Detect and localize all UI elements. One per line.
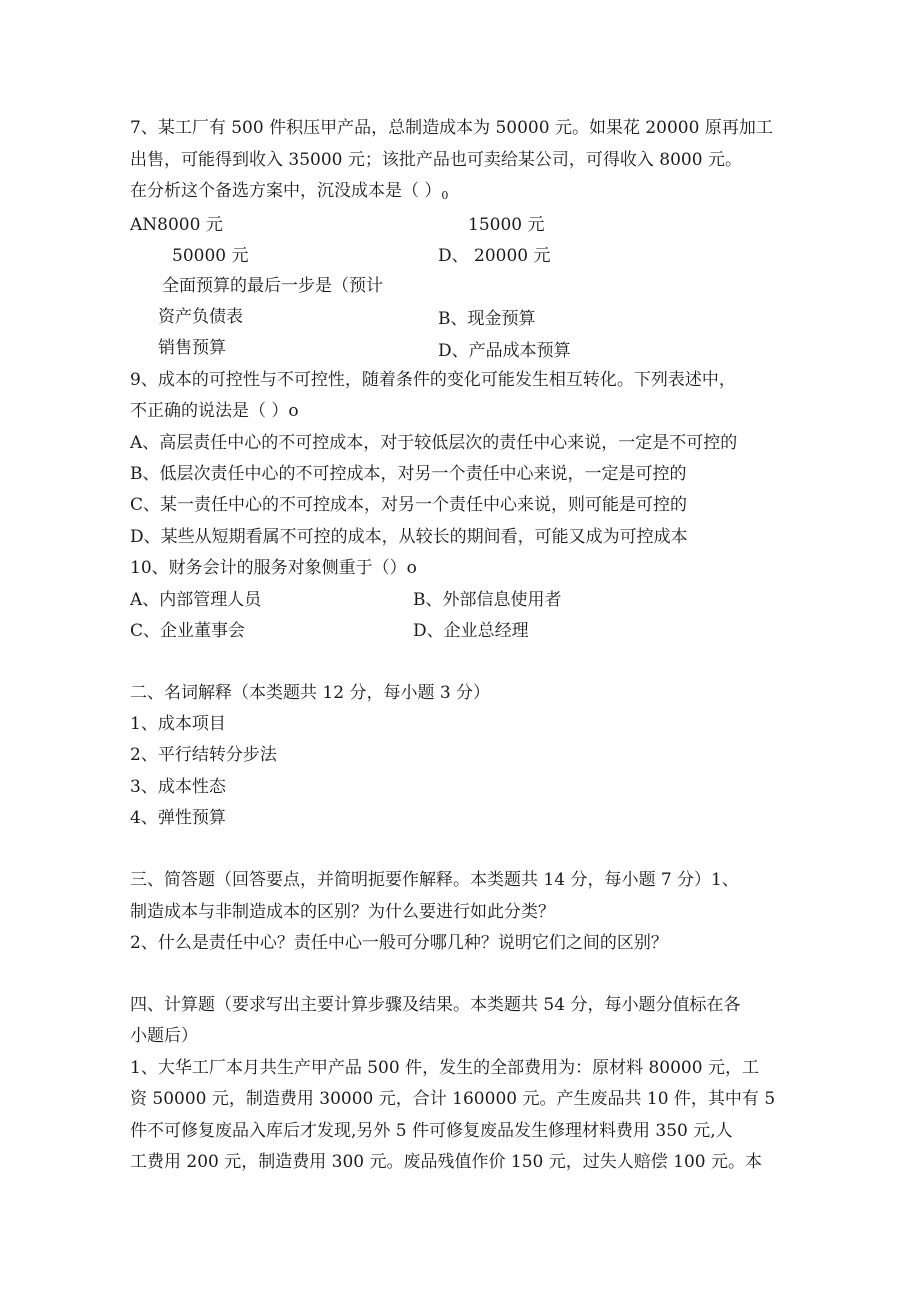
section-4-line-1: 四、计算题（要求写出主要计算步骤及结果。本类题共 54 分，每小题分值标在各 bbox=[130, 995, 741, 1015]
section-4-paragraph-line: 工费用 200 元，制造费用 300 元。废品残值作价 150 元，过失人赔偿 100 元。本 bbox=[130, 1152, 763, 1172]
q10-option-d: D、企业总经理 bbox=[413, 621, 529, 641]
q9-line-2: 不正确的说法是（ ）o bbox=[130, 401, 299, 421]
q9-option-d: D、某些从短期看属不可控的成本，从较长的期间看，可能又成为可控成本 bbox=[130, 527, 688, 547]
q7-option-a: AN8000 元 bbox=[130, 215, 223, 235]
section-2-item: 1、成本项目 bbox=[130, 714, 226, 734]
section-4-line-2: 小题后） bbox=[130, 1026, 198, 1046]
section-3-line-3: 2、什么是责任中心？责任中心一般可分哪几种？说明它们之间的区别？ bbox=[130, 933, 668, 953]
q7-option-c: 50000 元 bbox=[172, 246, 249, 266]
section-2-title: 二、名词解释（本类题共 12 分，每小题 3 分） bbox=[130, 683, 491, 703]
q10-option-a: A、内部管理人员 bbox=[130, 590, 262, 610]
section-4-paragraph-line: 件不可修复废品入库后才发现,另外 5 件可修复废品发生修理材料费用 350 元,人 bbox=[130, 1121, 733, 1141]
section-3-line-2: 制造成本与非制造成本的区别？为什么要进行如此分类？ bbox=[130, 902, 555, 922]
section-4-paragraph-line: 资 50000 元，制造费用 30000 元，合计 160000 元。产生废品共 10 件，其中有 5 bbox=[130, 1089, 776, 1109]
section-4-paragraph-line: 1、大华工厂本月共生产甲产品 500 件，发生的全部费用为：原材料 80000 元，工 bbox=[130, 1058, 759, 1078]
section-3-line-1: 三、简答题（回答要点，并简明扼要作解释。本类题共 14 分，每小题 7 分）1、 bbox=[130, 870, 739, 890]
q9-option-c: C、某一责任中心的不可控成本，对另一个责任中心来说，则可能是可控的 bbox=[130, 495, 688, 515]
section-2-item: 4、弹性预算 bbox=[130, 808, 226, 828]
section-2-item: 2、平行结转分步法 bbox=[130, 745, 277, 765]
q10-option-c: C、企业董事会 bbox=[130, 621, 246, 641]
q7-line-3-text: 在分析这个备选方案中，沉没成本是（ ） bbox=[130, 181, 442, 201]
q8-option-d: D、产品成本预算 bbox=[438, 341, 571, 361]
q7-line-2: 出售，可能得到收入 35000 元；该批产品也可卖给某公司，可得收入 8000 元。 bbox=[130, 150, 742, 170]
q8-option-b: B、现金预算 bbox=[438, 309, 536, 329]
q10-stem: 10、财务会计的服务对象侧重于（）o bbox=[130, 558, 417, 578]
q9-line-1: 9、成本的可控性与不可控性，随着条件的变化可能发生相互转化。下列表述中， bbox=[130, 370, 736, 390]
q7-option-d: D、 20000 元 bbox=[438, 246, 551, 266]
q7-line-1: 7、某工厂有 500 件积压甲产品，总制造成本为 50000 元。如果花 20000 原再加工 bbox=[130, 118, 773, 138]
q8-option-a: 资产负债表 bbox=[158, 307, 243, 327]
q8-option-c: 销售预算 bbox=[158, 338, 226, 358]
q9-option-b: B、低层次责任中心的不可控成本，对另一个责任中心来说，一定是可控的 bbox=[130, 464, 687, 484]
section-2-item: 3、成本性态 bbox=[130, 777, 226, 797]
q7-line-3 bbox=[130, 181, 448, 206]
q7-line-3-suffix: 0 bbox=[441, 189, 449, 202]
q7-option-b: 15000 元 bbox=[468, 215, 545, 235]
q8-stem: 全面预算的最后一步是（预计 bbox=[162, 276, 383, 296]
q9-option-a: A、高层责任中心的不可控成本，对于较低层次的责任中心来说，一定是不可控的 bbox=[130, 433, 738, 453]
q10-option-b: B、外部信息使用者 bbox=[413, 590, 562, 610]
